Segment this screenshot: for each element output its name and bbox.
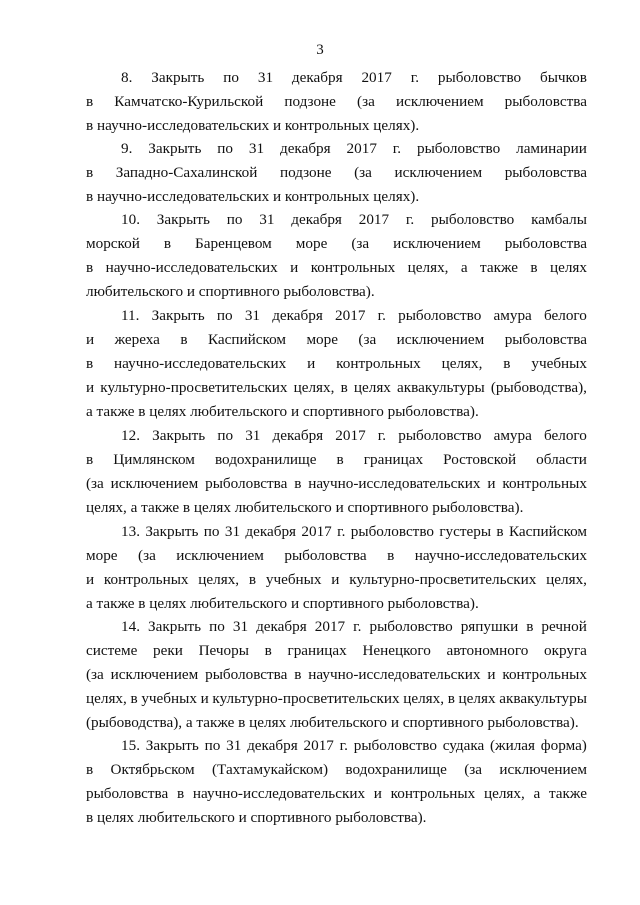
paragraph-12-line: 12. Закрыть по 31 декабря 2017 г. рыболовство амура белого bbox=[121, 427, 587, 444]
page-number: 3 bbox=[316, 42, 324, 58]
paragraph-12-line: целях, а также в целях любительского и спортивного рыболовства). bbox=[86, 499, 524, 516]
paragraph-14-line: (за исключением рыболовства в научно-исследовательских и контрольных bbox=[86, 666, 587, 683]
paragraph-9-line: в Западно-Сахалинской подзоне (за исключением рыболовства bbox=[86, 164, 587, 181]
paragraph-10-line: 10. Закрыть по 31 декабря 2017 г. рыболовство камбалы bbox=[121, 211, 587, 228]
paragraph-10-line: морской в Баренцевом море (за исключением рыболовства bbox=[86, 235, 587, 252]
paragraph-13-line: море (за исключением рыболовства в научно-исследовательских bbox=[86, 547, 587, 564]
paragraph-15-line: в целях любительского и спортивного рыболовства). bbox=[86, 809, 427, 826]
paragraph-11-line: а также в целях любительского и спортивного рыболовства). bbox=[86, 403, 479, 420]
paragraph-11-line: и культурно-просветительских целях, в целях аквакультуры (рыбоводства), bbox=[86, 379, 587, 396]
paragraph-15-line: рыболовства в научно-исследовательских и контрольных целях, а также bbox=[86, 785, 587, 802]
paragraph-11-line: и жереха в Каспийском море (за исключением рыболовства bbox=[86, 331, 587, 348]
paragraph-9-line: 9. Закрыть по 31 декабря 2017 г. рыболовство ламинарии bbox=[121, 140, 587, 157]
paragraph-13-line: и контрольных целях, в учебных и культурно-просветительских целях, bbox=[86, 571, 587, 588]
paragraph-15-line: в Октябрьском (Тахтамукайском) водохранилище (за исключением bbox=[86, 761, 587, 778]
paragraph-10-line: любительского и спортивного рыболовства). bbox=[86, 283, 375, 300]
paragraph-12-line: (за исключением рыболовства в научно-исследовательских и контрольных bbox=[86, 475, 587, 492]
paragraph-14-line: системе реки Печоры в границах Ненецкого автономного округа bbox=[86, 642, 587, 659]
paragraph-8-line: 8. Закрыть по 31 декабря 2017 г. рыболовство бычков bbox=[121, 69, 587, 86]
paragraph-13-line: 13. Закрыть по 31 декабря 2017 г. рыболовство густеры в Каспийском bbox=[121, 523, 587, 540]
paragraph-14-line: (рыбоводства), а также в целях любительского и спортивного рыболовства). bbox=[86, 714, 579, 731]
paragraph-11-line: 11. Закрыть по 31 декабря 2017 г. рыболовство амура белого bbox=[121, 307, 587, 324]
paragraph-9-line: в научно-исследовательских и контрольных целях). bbox=[86, 188, 420, 205]
paragraph-12-line: в Цимлянском водохранилище в границах Ростовской области bbox=[86, 451, 587, 468]
paragraph-8-line: в научно-исследовательских и контрольных целях). bbox=[86, 117, 420, 134]
paragraph-8-line: в Камчатско-Курильской подзоне (за исключением рыболовства bbox=[86, 93, 587, 110]
paragraph-14-line: целях, в учебных и культурно-просветительских целях, в целях аквакультуры bbox=[86, 690, 587, 707]
paragraph-11-line: в научно-исследовательских и контрольных целях, в учебных bbox=[86, 355, 587, 372]
paragraph-14-line: 14. Закрыть по 31 декабря 2017 г. рыболовство ряпушки в речной bbox=[121, 618, 587, 635]
paragraph-15-line: 15. Закрыть по 31 декабря 2017 г. рыболовство судака (жилая форма) bbox=[121, 737, 587, 754]
paragraph-10-line: в научно-исследовательских и контрольных целях, а также в целях bbox=[86, 259, 587, 276]
paragraph-13-line: а также в целях любительского и спортивного рыболовства). bbox=[86, 595, 479, 612]
